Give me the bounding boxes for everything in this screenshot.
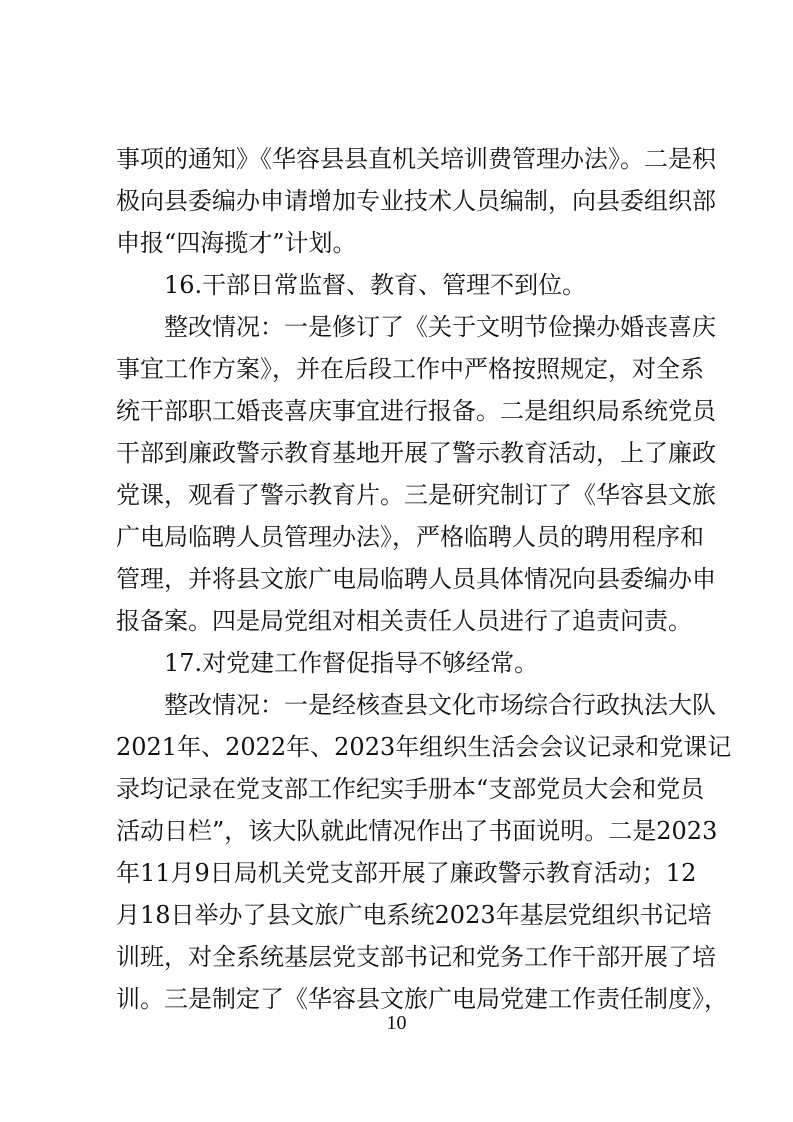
- text-line: 事宜工作方案》，并在后段工作中严格按照规定，对全系: [116, 355, 704, 383]
- text-line: 2021年、2022年、2023年组织生活会会议记录和党课记: [116, 733, 732, 761]
- text-line: 党课，观看了警示教育片。三是研究制订了《华容县文旅: [116, 481, 716, 509]
- text-line: 广电局临聘人员管理办法》，严格临聘人员的聘用程序和: [116, 523, 704, 551]
- text-line: 训。三是制定了《华容县文旅广电局党建工作责任制度》，: [116, 985, 728, 1013]
- text-line: 整改情况：一是修订了《关于文明节俭操办婚丧喜庆: [164, 313, 716, 341]
- text-line: 录均记录在党支部工作纪实手册本“支部党员大会和党员: [116, 775, 705, 803]
- page-number: 10: [386, 1012, 407, 1034]
- text-line: 月18日举办了县文旅广电系统2023年基层党组织书记培: [116, 901, 712, 929]
- text-line: 事项的通知》《华容县县直机关培训费管理办法》。二是积: [116, 145, 716, 173]
- text-line: 活动日栏”，该大队就此情况作出了书面说明。二是2023: [116, 817, 718, 845]
- text-line: 报备案。四是局党组对相关责任人员进行了追责问责。: [116, 607, 692, 635]
- text-line: 年11月9日局机关党支部开展了廉政警示教育活动；12: [116, 859, 697, 887]
- text-line: 统干部职工婚丧喜庆事宜进行报备。二是组织局系统党员: [116, 397, 716, 425]
- section-heading: 16.干部日常监督、教育、管理不到位。: [164, 271, 587, 299]
- section-heading: 17.对党建工作督促指导不够经常。: [164, 649, 539, 677]
- text-line: 极向县委编办申请增加专业技术人员编制，向县委组织部: [116, 187, 716, 215]
- text-line: 管理，并将县文旅广电局临聘人员具体情况向县委编办申: [116, 565, 716, 593]
- text-line: 干部到廉政警示教育基地开展了警示教育活动，上了廉政: [116, 439, 716, 467]
- text-line: 整改情况：一是经核查县文化市场综合行政执法大队: [164, 691, 716, 719]
- body-text: [116, 138, 732, 1020]
- text-line: 训班，对全系统基层党支部书记和党务工作干部开展了培: [116, 943, 716, 971]
- text-line: 申报“四海揽才”计划。: [116, 229, 357, 257]
